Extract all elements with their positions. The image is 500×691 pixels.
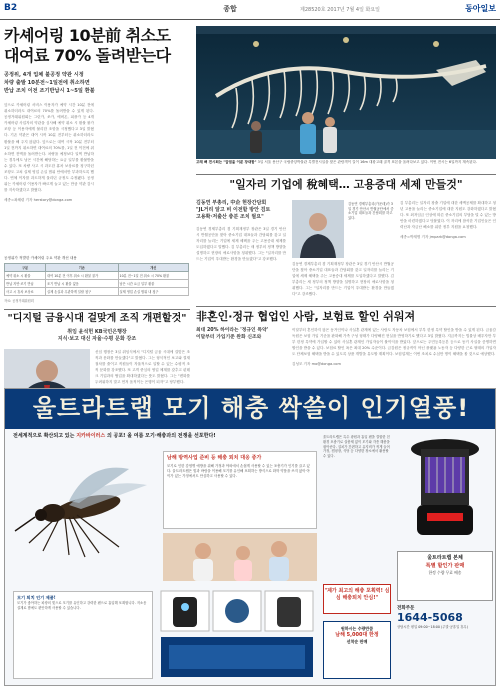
table-row bbox=[5, 288, 189, 296]
info-table bbox=[4, 263, 189, 296]
sale-line: 선착순 판매 bbox=[346, 639, 368, 644]
table-header: 기존 bbox=[46, 264, 119, 272]
info-table-box bbox=[4, 256, 189, 309]
issue-info: 제28520호 2017년 7월 4일 화요일 bbox=[300, 7, 380, 13]
family-illustration bbox=[163, 533, 317, 581]
phone-number[interactable]: 1644-5068 bbox=[397, 611, 463, 624]
ad-family-photo bbox=[163, 533, 317, 581]
photo-caption bbox=[196, 160, 496, 170]
article-job-tax bbox=[196, 178, 496, 303]
phone-label: 전화주문 bbox=[397, 606, 415, 611]
info-title: 모기 퇴치 인기 제품! bbox=[17, 595, 56, 600]
mosquito-icon bbox=[9, 451, 159, 561]
table-cell: 10분 전~1일 전 취소 시 70% 환불 bbox=[118, 272, 188, 280]
ad-quote-box: "제가 최고의 해충 포획력! 심심 해충퇴치 안심!" bbox=[323, 584, 391, 614]
price-note: 한정 수량 무료 배송 bbox=[428, 570, 462, 575]
table-header: 구분 bbox=[5, 264, 46, 272]
table-header: 개선 bbox=[118, 264, 188, 272]
article-body bbox=[292, 327, 496, 383]
subhead-line: 고용확·저출산 충분 조치 필요" bbox=[196, 214, 264, 221]
mosquito-trap-icon bbox=[397, 435, 493, 547]
table-row bbox=[5, 280, 189, 288]
newspaper-logo: 동아일보 bbox=[465, 3, 496, 13]
table-cell: 실제 손실과 무관하게 일괄 청구 bbox=[46, 288, 119, 296]
table-cell: 조기 반납 시 환불 없음 bbox=[46, 280, 119, 288]
ad-tagline bbox=[13, 433, 313, 440]
thumbnails-illustration bbox=[159, 589, 317, 679]
divider bbox=[4, 309, 190, 310]
subheadline bbox=[196, 327, 286, 383]
info-body: 모기가 좋아하는 파장의 빛으로 모기를 유인하고 강력한 팬으로 흡입해 포획합니다. 저소음 설계로 밤에도 편안하게 사용할 수 있습니다. bbox=[17, 601, 147, 610]
article-body bbox=[4, 102, 189, 256]
ad-tagline-tail: 의 공포! 올 여름 모기·해충과의 전쟁을 선포한다! bbox=[106, 433, 216, 439]
body-text: 신임 행장은 3일 취임식에서 "디지털 금융 시대에 걸맞은 조직과 문화를 만들겠다"고 밝혔다. 그는 형식적인 보고와 결재 절차를 줄이고 직원들이 자율적으로 일할 수 있는 수평적 조직 문화를 강조했다. 또 고객 중심의 영업 체계를 갖추고 핀테크 기업과의 협업을 확대하겠다는 뜻도 밝혔다. 그는 "변화를 두려워하지 말고 먼저 움직이는 은행이 되자"고 당부했다. bbox=[95, 350, 190, 385]
headline-line-2: 대여료 70% 돌려받는다 bbox=[4, 46, 171, 65]
advertisement-mosquito-trap[interactable] bbox=[4, 388, 496, 686]
table-cell: 대여 10분 전 이후 취소 시 환불 불가 bbox=[46, 272, 119, 280]
whale-skeleton-photo bbox=[196, 26, 496, 159]
ad-price-box bbox=[397, 551, 493, 601]
headline: "디지털 금융시대 걸맞게 조직 개편할것" bbox=[7, 313, 187, 324]
subhead-line: 공정위, 4개 업체 불공정 약관 시정 bbox=[4, 72, 84, 78]
divider bbox=[196, 174, 496, 175]
subheadline bbox=[4, 329, 190, 343]
byline: 세종=최혜령 기자 herstory@donga.com bbox=[4, 198, 73, 203]
subhead-line: 반납 조치 이전 조기반납시 1~5일 환불 bbox=[4, 88, 95, 94]
page-number: B2 bbox=[4, 3, 18, 13]
subheadline bbox=[196, 200, 286, 222]
photo-illustration bbox=[196, 26, 496, 159]
sale-line: 남해 5,000대 한정 bbox=[335, 632, 379, 638]
price-value: 특별 할인가 판매 bbox=[425, 563, 465, 569]
headline: "일자리 기업에 稅혜택… 고용증대 세제 만들것" bbox=[229, 178, 463, 191]
ad-title: 울트라트랩 모기 해충 싹쓸이 인기열풍! bbox=[32, 394, 470, 422]
price-title: 울트라트랩 본체 bbox=[427, 555, 463, 561]
article-body: 김동연 경제부총리 겸 기획재정부 장관은 3일 경기 안산시 반월공단을 찾아 중소기업 대표들과 간담회를 갖고 일자리를 늘리는 기업에 세제 혜택을 주는 고용증대 세제를 도입하겠다고 말했다. 김 부총리는 새 정부의 정책 방향을 설명하고 현장의 애로사항을 청취했다. 그는 "일자리를 만드는 기업이 우대받는 환경을 만들겠다"고 강조했다. bbox=[292, 262, 394, 297]
table-cell: 실제 영업 손실 범위 내 청구 bbox=[118, 288, 188, 296]
ad-order-info bbox=[397, 605, 493, 677]
ad-thumbnails bbox=[159, 589, 317, 679]
table-cell: 반납 지연·조기 반납 bbox=[5, 280, 46, 288]
byline: 세종=박재명 기자 jmpark@donga.com bbox=[400, 235, 466, 240]
body-text: 이달부터 혼인하지 않은 동거인이나 사실혼 관계에 있는 사람도 자동차 보험에서 부부 한정 특약 할인을 받을 수 있게 된다. 금융감독원은 보험 가입 기준을 완화해 가족 구성 형태가 다양해진 현실을 반영하기로 했다고 3일 밝혔다. 지금까지는 법률상 배우자만 부부 한정 특약에 가입할 수 있어 사실혼 관계인 가입자들이 불이익을 받았다. 앞으로는 주민등록등본 등으로 동거 사실을 증명하면 할인을 받을 수 있다. 보험료 할인 폭은 최대 20% 수준이다. 금감원은 정규직이 아닌 플랫폼 노동자 등 다양한 근로 형태의 가입자도 단체보험 혜택을 받을 수 있도록 상품 개발을 유도할 계획이다. 보험업계는 이번 조치로 수십만 명이 혜택을 볼 것으로 예상했다. bbox=[292, 328, 496, 357]
photo-caption-title: 고래 뼈 전시회는 "압권을 이룬 장대함" bbox=[196, 160, 257, 164]
subhead-line: 이달부터 가입기준 완화 신조와 bbox=[196, 335, 262, 340]
article-body-continued bbox=[400, 200, 496, 300]
table-caption: 공정위가 적발한 카셰어링 주요 약관 개선 내용 bbox=[4, 256, 77, 260]
hours-note: 상담시간 평일 09:00~18:00 (주말·공휴일 휴무) bbox=[397, 625, 468, 629]
minister-photo bbox=[292, 200, 344, 258]
section-label: 종합 bbox=[223, 5, 237, 13]
ad-tagline-lead: 전세계적으로 확산되고 있는 bbox=[13, 433, 75, 439]
subhead-line: 지식·보고 대신 자율·수평 문화 강조 bbox=[57, 336, 137, 342]
subheadline bbox=[4, 72, 189, 95]
subhead-line: 차량 출발 10분전~1일전에 취소하면 bbox=[4, 80, 90, 86]
photo-caption: 김동연 경제부총리(가운데)가 3일 경기 안산시 반월공단에서 중소기업 대표들과 간담회를 하고 있다. bbox=[348, 202, 394, 220]
mosquito-illustration bbox=[9, 451, 159, 561]
divider bbox=[196, 306, 496, 307]
ad-card-title: 남해 방역사업 준비 등 해충 퇴치 대응 증가 bbox=[167, 455, 262, 461]
subhead-line: 취임 윤석헌 KB국민은행장 bbox=[67, 329, 127, 335]
table-source: 자료: 공정거래위원회 bbox=[4, 299, 34, 303]
ad-sale-box bbox=[323, 621, 391, 679]
ad-tagline-highlight: 지카바이러스 bbox=[76, 433, 106, 439]
headline-line-1: 카셰어링 10분前 취소도 bbox=[4, 26, 171, 45]
byline: 김성모 기자 mo@donga.com bbox=[292, 362, 341, 367]
ad-product-image bbox=[397, 435, 493, 547]
body-text: 김 부총리는 일자리 창출 기업에 대한 세액공제를 확대하고 청년 고용을 늘리는 중소기업에 대한 지원도 강화하겠다고 밝혔다. 또 최저임금 인상에 따른 중소기업의 부담을 덜 수 있는 방안을 마련하겠다고 덧붙였다. 이 자리에 참석한 기업인들은 인력난과 자금난 해소를 위한 정부 지원을 요청했다. bbox=[400, 201, 496, 230]
subhead-line: 김동연 부총리, 中企 현장간담회 bbox=[196, 200, 267, 206]
body-text: 앞으로 카셰어링 서비스 이용자가 예약 시간 10분 전에 취소하더라도 대여료의 70%를 돌려받을 수 있게 된다. 공정거래위원회는 그린카, 쏘카, 에버온, 피플카 등 4개 카셰어링 사업자의 약관을 심사해 예약 취소 시 환불 불가 조항 등 이용자에게 불리한 조항을 시정했다고 3일 밝혔다. 기존 약관은 대여 시작 10분 전부터는 취소하더라도 환불을 해 주지 않았다. 앞으로는 대여 시작 10분 전부터 1일 전까지 취소하면 대여료의 70%를, 1일 전 이전에 취소하면 전액을 돌려받는다. 차량을 예정보다 일찍 반납하는 경우에도 남은 시간에 해당하는 요금 일부를 환불받을 수 있다. 또 차량 사고 시 과도한 휴차 보상료를 청구하던 조항도 고쳐 실제 영업 손실 범위 안에서만 부과하도록 했다. 연체 이자를 과도하게 물리던 규정도 수정됐다. 공정위는 카셰어링 이용자가 빠르게 늘고 있는 만큼 약관 감시를 지속하겠다고 밝혔다. bbox=[4, 103, 94, 193]
ad-news-card bbox=[163, 451, 317, 529]
table-cell: 예약 취소 시 환불 bbox=[5, 272, 46, 280]
page-header bbox=[0, 0, 500, 20]
headline: 非혼인·정규 협업인 사람, 보험료 할인 쉬워져 bbox=[196, 310, 416, 323]
subhead-line: 최대 20% 하이라는 '정규인 특약' bbox=[196, 328, 269, 333]
table-cell: 사고 시 휴차 보상료 bbox=[5, 288, 46, 296]
ad-description: 울트라트랩은 특수 광원과 흡입 팬을 결합한 친환경 포충기로 살충제 없이 모기와 각종 해충을 잡아준다. 설치가 간편하고 유지비가 적게 들어 가정, 캠핑장, 식당 등 다양한 장소에서 활용할 수 있다. bbox=[323, 435, 390, 459]
ad-product-info bbox=[13, 591, 153, 679]
portrait-illustration bbox=[292, 200, 344, 258]
photo-caption-text: 3일 서울 용산구 국립중앙박물관 특별전시실을 찾은 관람객이 길이 16m 대왕고래 골격 표본을 올려다보고 있다. 이번 전시는 6일까지 계속된다. bbox=[257, 160, 478, 164]
article-carsharing bbox=[4, 26, 189, 256]
table-row bbox=[5, 272, 189, 280]
sale-line: 원하시는 수량만큼 bbox=[340, 626, 374, 631]
ad-card-body: 모기로 인한 감염병 예방을 위해 가정과 야외에서 손쉽게 사용할 수 있는 포충기가 인기를 끌고 있다. 울트라트랩은 빛과 바람을 이용해 모기를 유인해 포획하는 방식으로 화학 약품을 쓰지 않아 아이가 있는 가정에서도 안심하고 사용할 수 있다. bbox=[167, 464, 310, 478]
table-cell: 남은 시간 요금 일부 환불 bbox=[118, 280, 188, 288]
article-body: 김동연 경제부총리 겸 기획재정부 장관은 3일 경기 안산시 반월공단을 찾아 중소기업 대표들과 간담회를 갖고 일자리를 늘리는 기업에 세제 혜택을 주는 고용증대 세제를 도입하겠다고 말했다. 김 부총리는 새 정부의 정책 방향을 설명하고 현장의 애로사항을 청취했다. 그는 "일자리를 만드는 기업이 우대받는 환경을 만들겠다"고 강조했다. bbox=[196, 226, 286, 262]
subhead-line: "JL거리 알고 비 이전할 방안 검토 bbox=[196, 207, 271, 214]
